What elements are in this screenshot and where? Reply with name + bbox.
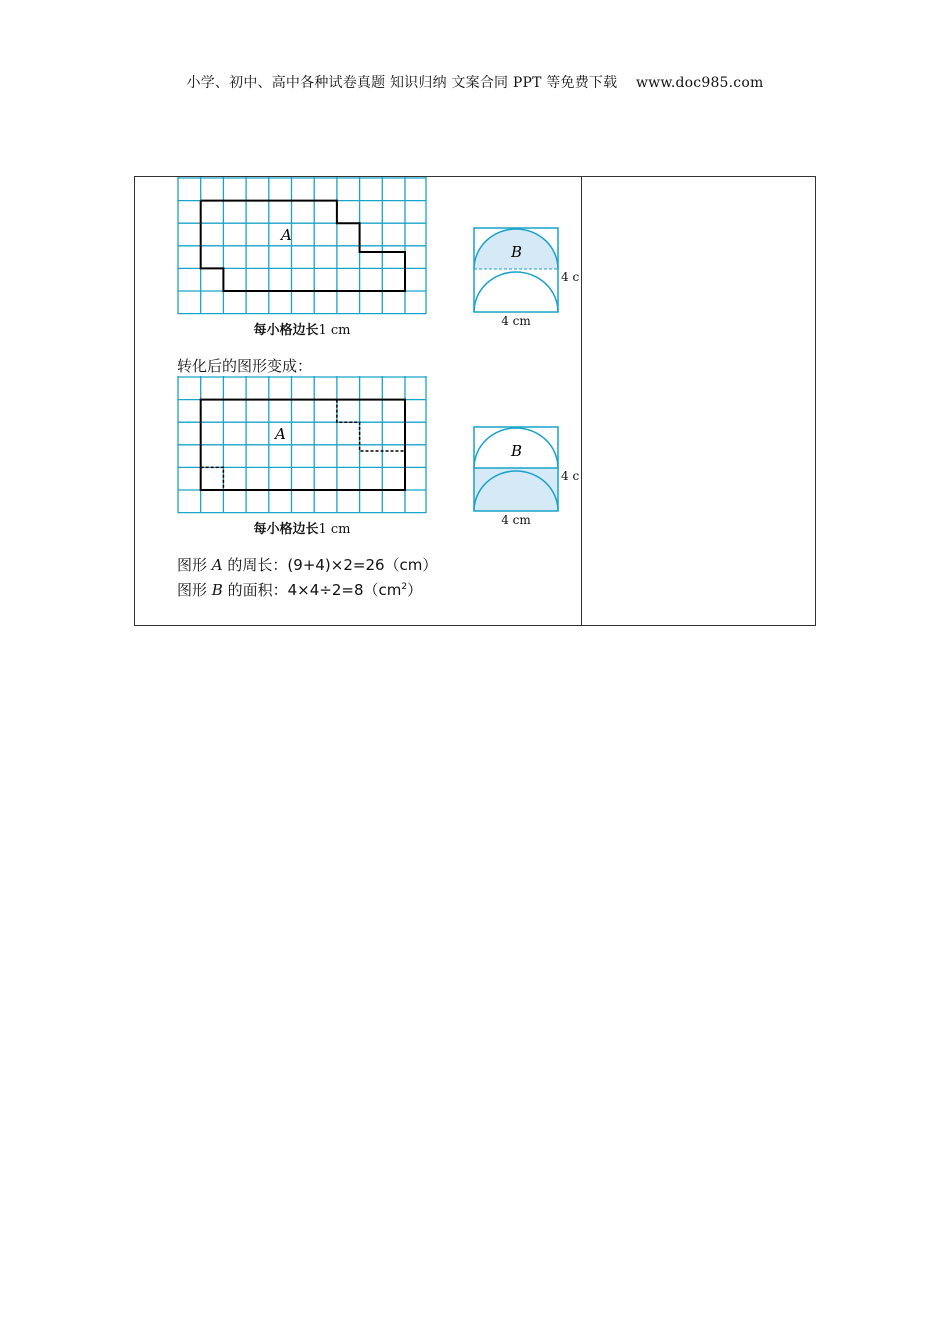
page-header (0, 72, 950, 92)
semicircle-diagram-original (473, 227, 561, 315)
grid-figure-transformed (177, 376, 427, 537)
grid-diagram-original (177, 177, 427, 315)
lower-semicircle (474, 272, 558, 312)
bottom-length-label: 4 cm (501, 513, 531, 527)
side-length-label: 4 c (561, 270, 580, 284)
grid-caption-original: 每小格边长1 cm (253, 323, 351, 338)
shape-a-label: A (281, 226, 292, 244)
semicircle-diagram-transformed (473, 426, 561, 514)
semicircle-figure-original (473, 227, 583, 328)
grid-lines (178, 376, 426, 513)
grid-caption-transformed: 每小格边长1 cm (253, 522, 351, 537)
side-length-label: 4 c (561, 469, 580, 483)
header-url: www.doc985.com (635, 75, 764, 91)
grid-diagram-transformed (177, 376, 427, 514)
shape-b-label: B (511, 442, 523, 460)
moved-piece-dashed (337, 400, 405, 451)
grid-figure-original (177, 177, 427, 338)
perimeter-line: 图形 A 的周长：(9+4)×2=26（cm） (177, 556, 438, 574)
filled-corner-dashed (201, 467, 224, 490)
grid-lines (178, 177, 426, 314)
header-title: 小学、初中、高中各种试卷真题 知识归纳 文案合同 PPT 等免费下载 (186, 75, 618, 91)
semicircle-figure-transformed (473, 426, 583, 527)
shape-a-label: A (275, 425, 286, 443)
area-line: 图形 B 的面积：$4\times 4\div 2=8(cm^2)$ (177, 581, 423, 599)
transform-intro: 转化后的图形变成： (177, 357, 313, 375)
bottom-length-label: 4 cm (501, 314, 531, 328)
content-table (134, 176, 816, 626)
shape-b-label: B (511, 243, 523, 261)
